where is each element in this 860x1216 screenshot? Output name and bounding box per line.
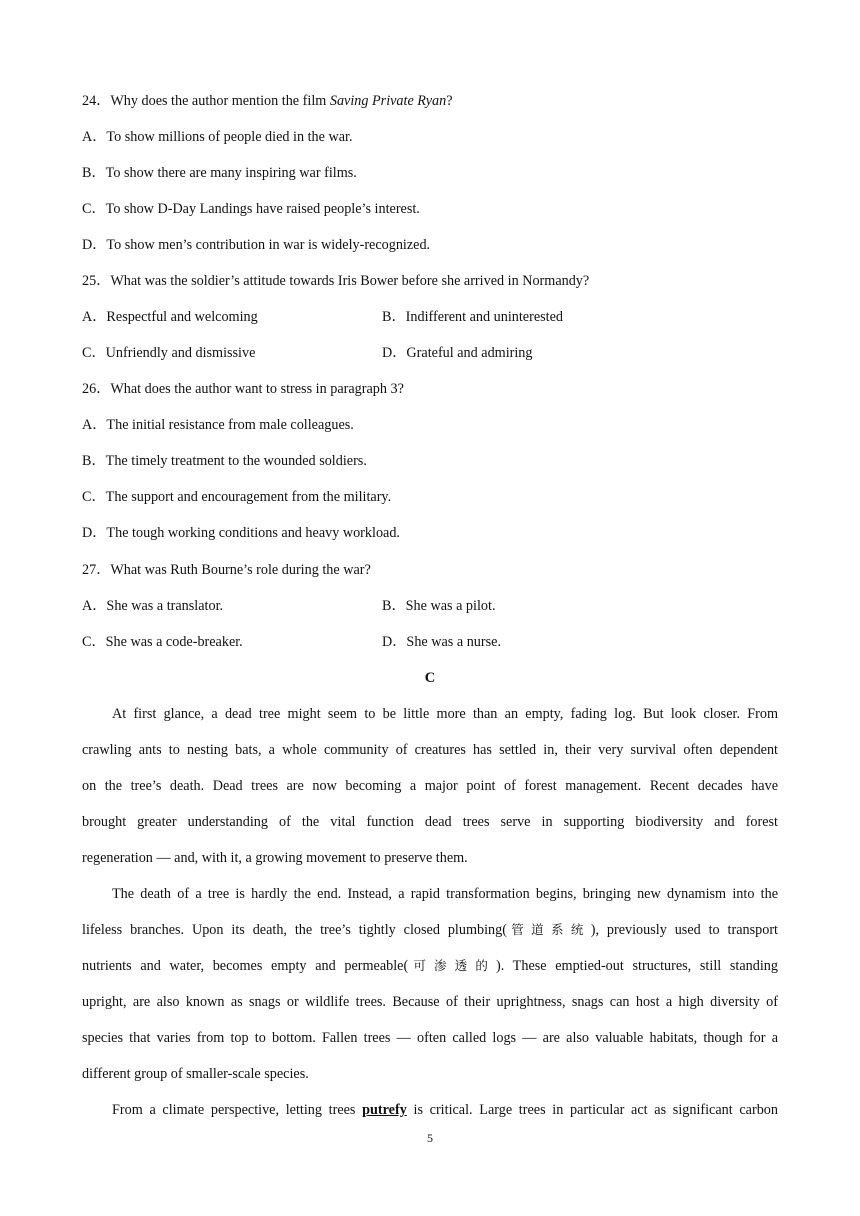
- q26-stem: 26．What does the author want to stress in paragraph 3?: [82, 381, 404, 397]
- passage-paragraph-1: [82, 696, 778, 876]
- q26-option-c: C．The support and encouragement from the military.: [82, 489, 392, 505]
- passage-paragraph-3: [82, 1092, 778, 1128]
- q26-option-d: D．The tough working conditions and heavy workload.: [82, 525, 400, 541]
- q24-option-b: B．To show there are many inspiring war films.: [82, 165, 357, 181]
- q24-option-d: D．To show men’s contribution in war is widely-recognized.: [82, 237, 431, 253]
- q27-option-c: C．She was a code-breaker.: [82, 634, 243, 650]
- chinese-gloss: 管道系统: [506, 922, 591, 937]
- paragraph-line: species that varies from top to bottom. Fallen trees — often called logs — are also valuable habitats, though for a: [82, 1030, 778, 1046]
- q25-option-a: A．Respectful and welcoming: [82, 309, 258, 325]
- film-title: Saving Private Ryan: [329, 93, 447, 109]
- paragraph-line: At first glance, a dead tree might seem to be little more than an empty, fading log. But look closer. From: [112, 706, 778, 722]
- paragraph-line: upright, are also known as snags or wildlife trees. Because of their uprightness, snags can host a high diversity of: [82, 994, 778, 1010]
- q24-option-c: C．To show D-Day Landings have raised people’s interest.: [82, 201, 420, 217]
- paragraph-line: From a climate perspective, letting trees putrefy is critical. Large trees in particular act as significant carbon: [112, 1102, 778, 1118]
- q24-stem: 24．Why does the author mention the film Saving Private Ryan?: [82, 93, 453, 109]
- q25-option-b: B．Indifferent and uninterested: [382, 309, 563, 325]
- paragraph-line: nutrients and water, becomes empty and permeable(可渗透的). These emptied-out structures, still standing: [82, 958, 778, 974]
- q27-option-a: A．She was a translator.: [82, 598, 224, 614]
- section-heading: C: [424, 670, 436, 686]
- q26-option-a: A．The initial resistance from male colleagues.: [82, 417, 354, 433]
- paragraph-line: brought greater understanding of the vital function dead trees serve in supporting biodiversity and forest: [82, 814, 778, 830]
- chinese-gloss: 可渗透的: [408, 958, 496, 973]
- paragraph-line: lifeless branches. Upon its death, the tree’s tightly closed plumbing(管道系统), previously used to transport: [82, 922, 778, 938]
- paragraph-line: The death of a tree is hardly the end. Instead, a rapid transformation begins, bringing new dynamism into the: [112, 886, 778, 902]
- page-number: 5: [427, 1131, 433, 1145]
- q27-stem: 27．What was Ruth Bourne’s role during the war?: [82, 562, 371, 578]
- paragraph-line: crawling ants to nesting bats, a whole community of creatures has settled in, their very survival often dependent: [82, 742, 778, 758]
- q24-option-a: A．To show millions of people died in the war.: [82, 129, 353, 145]
- passage-paragraph-2: [82, 876, 778, 1092]
- q25-option-d: D．Grateful and admiring: [382, 345, 533, 361]
- paragraph-line: different group of smaller-scale species.: [82, 1066, 309, 1082]
- q27-option-d: D．She was a nurse.: [382, 634, 501, 650]
- paragraph-line: regeneration — and, with it, a growing movement to preserve them.: [82, 850, 468, 866]
- paragraph-line: on the tree’s death. Dead trees are now becoming a major point of forest management. Recent decades have: [82, 778, 778, 794]
- q25-option-c: C．Unfriendly and dismissive: [82, 345, 256, 361]
- q25-stem: 25．What was the soldier’s attitude towards Iris Bower before she arrived in Normandy?: [82, 273, 590, 289]
- underlined-keyword: putrefy: [362, 1102, 407, 1118]
- q27-option-b: B．She was a pilot.: [382, 598, 496, 614]
- q26-option-b: B．The timely treatment to the wounded soldiers.: [82, 453, 367, 469]
